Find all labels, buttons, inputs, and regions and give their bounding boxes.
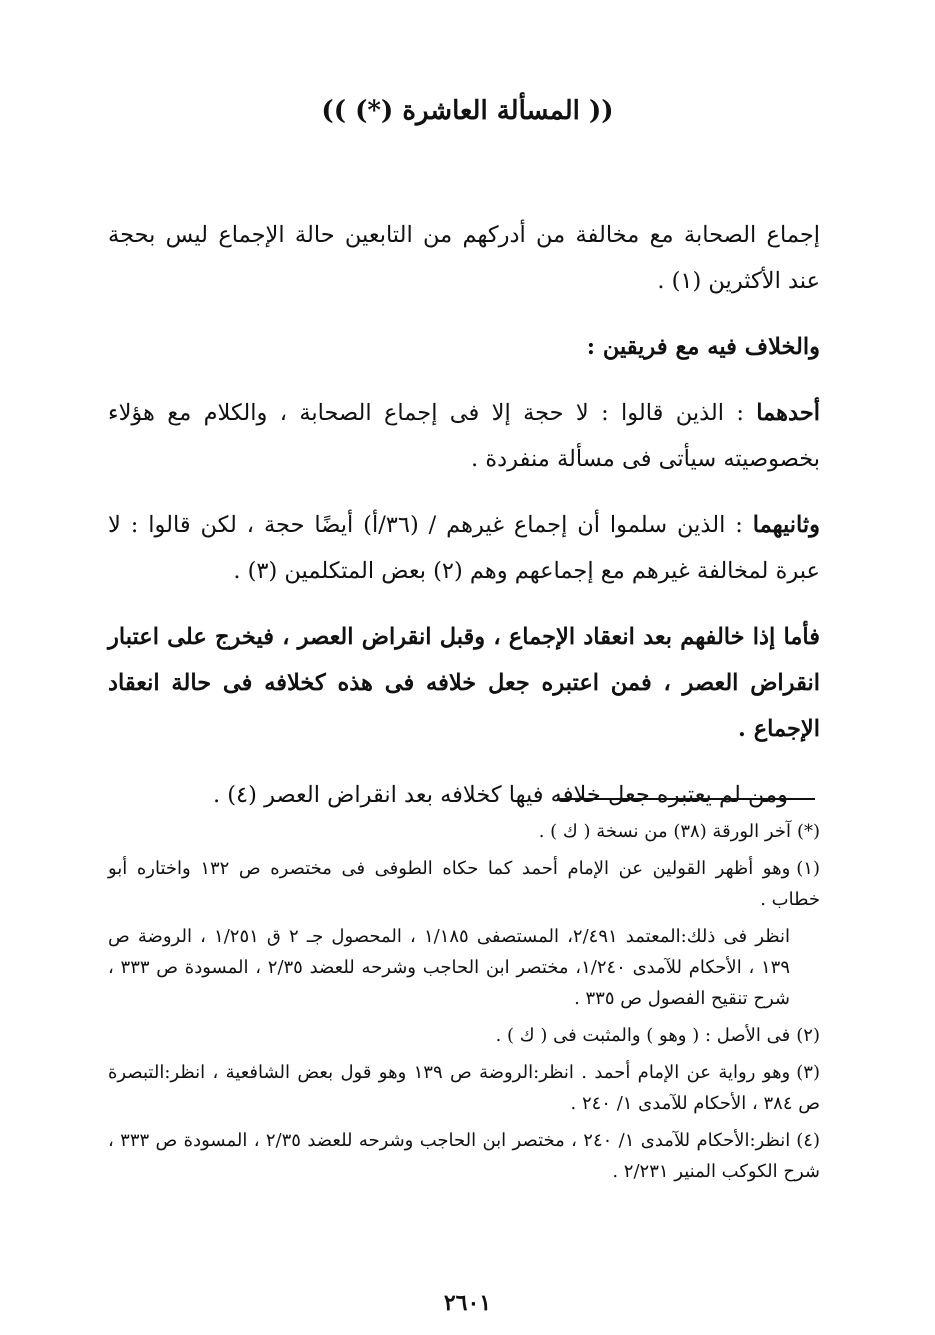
footnote-star: [108, 816, 820, 847]
footnote-1-references: انظر فى ذلك:المعتمد ٢/٤٩١، المستصفى ١/١٨٥ ، المحصول جـ ٢ ق ١/٢٥١ ، الروضة ص ١٣٩ ، الأحكام للآمدى ١/٢٤٠، مختصر ابن الحاجب وشرحه للعضد ٢/٣٥ ، المسودة ص ٣٣٣ ، شرح تنقيح الفصول ص ٣٣٥ .: [108, 926, 791, 1009]
paragraph-1: إجماع الصحابة مع مخالفة من أدركهم من التابعين حالة الإجماع ليس بحجة عند الأكثرين (١) .: [108, 222, 820, 294]
footnote-2-marker: (٢): [796, 1025, 820, 1046]
footnote-3: [108, 1057, 820, 1119]
main-text: [108, 212, 820, 838]
footnote-4-text: انظر:الأحكام للآمدى ١/ ٢٤٠ ، مختصر ابن الحاجب وشرحه للعضد ٢/٣٥ ، المسودة ص ٣٣٣ ، شرح الكوكب المنير ٢/٢٣١ .: [108, 1130, 820, 1182]
paragraph-3-text: : الذين قالوا : لا حجة إلا فى إجماع الصحابة ، والكلام مع هؤلاء بخصوصيته سيأتى فى مسألة منفردة .: [108, 400, 820, 472]
paragraph-3-lead: أحدهما: [756, 400, 820, 426]
footnote-4: [108, 1125, 820, 1187]
footnote-2-text: فى الأصل : ( وهو ) والمثبت فى ( ك ) .: [495, 1025, 791, 1046]
paragraph-5: فأما إذا خالفهم بعد انعقاد الإجماع ، وقبل انقراض العصر ، فيخرج على اعتبار انقراض العصر ، فمن اعتبره جعل خلافه فى هذه كخلافه فى حالة انعقاد الإجماع .: [108, 624, 820, 742]
footnote-star-marker: (*): [796, 821, 820, 842]
footnote-1: [108, 853, 820, 915]
paragraph-6: ومن لم يعتبره جعل خلافه فيها كخلافه بعد انقراض العصر (٤) .: [212, 782, 788, 808]
paragraph-2: والخلاف فيه مع فريقين :: [586, 334, 820, 360]
page-number: ٢٦٠١: [443, 1290, 492, 1316]
footnotes: [108, 816, 820, 1193]
footnote-3-marker: (٣): [796, 1062, 820, 1083]
footnote-separator: [557, 798, 815, 800]
paragraph-4: [108, 502, 820, 594]
paragraph-4-lead: وثانيهما: [752, 512, 820, 538]
footnote-2: [108, 1020, 820, 1051]
footnote-4-marker: (٤): [796, 1130, 820, 1151]
section-title: (( المسألة العاشرة (*) )): [321, 96, 614, 126]
paragraph-4-text: : الذين سلموا أن إجماع غيرهم / (٣٦/أ) أيضًا حجة ، لكن قالوا : لا عبرة لمخالفة غيرهم مع إجماعهم وهم (٢) بعض المتكلمين (٣) .: [108, 512, 820, 584]
paragraph-3: [108, 390, 820, 482]
footnote-1-marker: (١): [796, 858, 820, 879]
footnote-star-text: آخر الورقة (٣٨) من نسخة ( ك ) .: [538, 821, 791, 842]
footnote-1-text: وهو أظهر القولين عن الإمام أحمد كما حكاه الطوفى فى مختصره ص ١٣٢ واختاره أبو خطاب .: [108, 858, 820, 910]
footnote-3-text: وهو رواية عن الإمام أحمد . انظر:الروضة ص ١٣٩ وهو قول بعض الشافعية ، انظر:التبصرة ص ٣٨٤ ، الأحكام للآمدى ١/ ٢٤٠ .: [108, 1062, 820, 1114]
